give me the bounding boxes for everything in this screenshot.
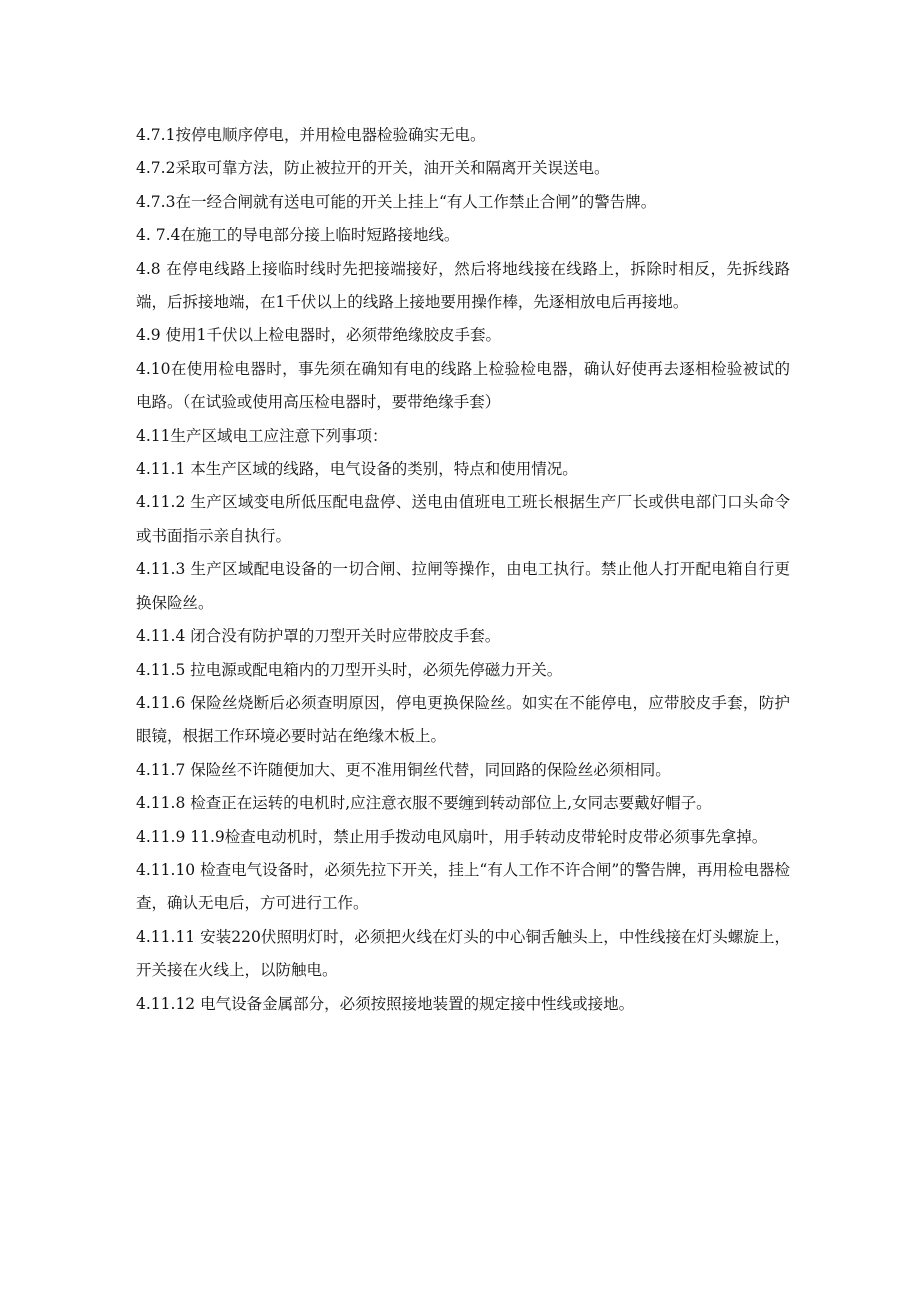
clause-4-11-5: 4.11.5 拉电源或配电箱内的刀型开头时，必须先停磁力开关。: [136, 660, 563, 679]
clause-4-11-8: 4.11.8 检查正在运转的电机时,应注意衣服不要缠到转动部位上,女同志要戴好帽子。: [136, 794, 712, 813]
clause-4-7-2: 4.7.2采取可靠方法，防止被拉开的开关，油开关和隔离开关误送电。: [136, 159, 610, 178]
clause-4-11-2: 4.11.2 生产区域变电所低压配电盘停、送电由值班电工班长根据生产厂长或供电部门口头命令或书面指示亲自执行。: [136, 493, 790, 545]
clause-4-11-11: 4.11.11 安装220伏照明灯时，必须把火线在灯头的中心铜舌触头上，中性线接在灯头螺旋上，开关接在火线上，以防触电。: [136, 927, 790, 980]
clause-4-11: 4.11生产区域电工应注意下列事项：: [136, 426, 388, 445]
clause-4-11-9: 4.11.9 11.9检查电动机时，禁止用手拨动电风扇叶，用手转动皮带轮时皮带必须事先拿掉。: [136, 827, 768, 846]
clause-4-7-3: 4.7.3在一经合闸就有送电可能的开关上挂上“有人工作禁止合闸”的警告牌。: [136, 192, 657, 211]
clause-4-11-6: 4.11.6 保险丝烧断后必须查明原因，停电更换保险丝。如实在不能停电，应带胶皮手套，防护眼镜，根据工作环境必要时站在绝缘木板上。: [136, 693, 790, 746]
clause-4-7-1: 4.7.1按停电顺序停电，并用检电器检验确实无电。: [136, 126, 486, 144]
clause-4-11-1: 4.11.1 本生产区域的线路，电气设备的类别，特点和使用情况。: [136, 460, 578, 479]
clause-4-8: 4.8 在停电线路上接临时线时先把接端接好，然后将地线接在线路上，拆除时相反，先拆线路端，后拆接地端，在1千伏以上的线路上接地要用操作棒，先逐相放电后再接地。: [136, 259, 790, 312]
clause-4-11-7: 4.11.7 保险丝不许随便加大、更不准用铜丝代替，同回路的保险丝必须相同。: [136, 760, 671, 779]
clause-4-11-4: 4.11.4 闭合没有防护罩的刀型开关时应带胶皮手套。: [136, 627, 501, 646]
clause-4-9: 4.9 使用1千伏以上检电器时，必须带绝缘胶皮手套。: [136, 326, 501, 345]
clause-4-7-4: 4. 7.4在施工的导电部分接上临时短路接地线。: [136, 226, 460, 245]
clause-4-11-3: 4.11.3 生产区域配电设备的一切合闸、拉闸等操作，由电工执行。禁止他人打开配电箱自行更换保险丝。: [136, 560, 790, 612]
document-body: [136, 119, 790, 1021]
clause-4-11-10: 4.11.10 检查电气设备时，必须先拉下开关，挂上“有人工作不许合闸”的警告牌，再用检电器检查，确认无电后，方可进行工作。: [136, 860, 790, 913]
clause-4-11-12: 4.11.12 电气设备金属部分，必须按照接地装置的规定接中性线或接地。: [136, 994, 635, 1013]
clause-4-10: 4.10在使用检电器时，事先须在确知有电的线路上检验检电器，确认好使再去逐相检验被试的电路。（在试验或使用高压检电器时，要带绝缘手套）: [136, 359, 790, 412]
